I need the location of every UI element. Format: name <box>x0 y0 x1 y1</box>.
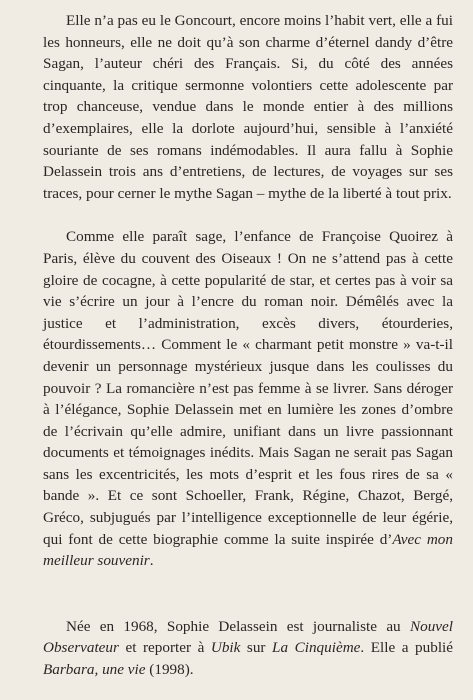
summary-paragraph-2 <box>43 226 453 572</box>
author-bio <box>43 616 453 681</box>
magazine-name: Nouvel Observateur <box>43 617 453 657</box>
author-bio-text-2: et reporter à <box>118 639 211 657</box>
back-cover-text <box>43 10 453 681</box>
summary-paragraph-2-text: Comme elle paraît sage, l’enfance de Françoise Quoirez à Paris, élève du couvent des Oiseaux ! On ne s’attend pas à cette gloire de cocagne, à cette popularité de star, et certes pas à voir sa vie s’écrire un jour à l’encre du roman noir. Démêlés avec la justice et l’administration, excès divers, étourderies, étourdissements… Comment le « charmant petit monstre » va-t-il devenir un personnage mystérieux jusque dans les coulisses du pouvoir ? La romancière n’est pas femme à se livrer. Sans déroger à l’élégance, Sophie Delassein met en lumière les zones d’ombre de l’écrivain qu’elle admire, unifiant dans un livre passionnant documents et témoignages inédits. Mais Sagan ne serait pas Sagan sans les excentricités, les mots d’esprit et les fous rires de sa « bande ». Et ce sont Schoeller, Frank, Régine, Chazot, Bergé, Gréco, subjugués par l’intelligence exceptionnelle de leur égérie, qui font de cette biographie comme la suite inspirée d’ <box>43 228 453 548</box>
author-bio-text-1: Née en 1968, Sophie Delassein est journaliste au <box>66 617 410 635</box>
author-bio-text-5: (1998). <box>145 661 194 679</box>
summary-paragraph-1: Elle n’a pas eu le Goncourt, encore moins l’habit vert, elle a fui les honneurs, elle ne doit qu’à son charme d’éternel dandy d’être Sagan, l’auteur chéri des Français. Si, du côté des années cinquante, la critique sermonne volontiers cette adolescente par trop chanceuse, vendue dans le monde entier à des millions d’exemplaires, elle la dorlote aujourd’hui, sensible à l’anxiété souriante de ses romans indémodables. Il aura fallu à Sophie Delassein trois ans d’entretiens, de lectures, de voyages sur ses traces, pour cerner le mythe Sagan – mythe de la liberté à tout prix. <box>43 12 453 202</box>
author-bio-text-3: sur <box>240 639 273 657</box>
author-bio-text-4: . Elle a publié <box>360 639 453 657</box>
summary-paragraph-2-end: . <box>149 552 154 570</box>
book-title-avec-mon-meilleur-souvenir: Avec mon meilleur souvenir <box>43 530 453 570</box>
channel-name: La Cinquième <box>272 639 361 657</box>
show-name: Ubik <box>210 639 241 657</box>
previous-book-title: Barbara, une vie <box>43 661 146 679</box>
